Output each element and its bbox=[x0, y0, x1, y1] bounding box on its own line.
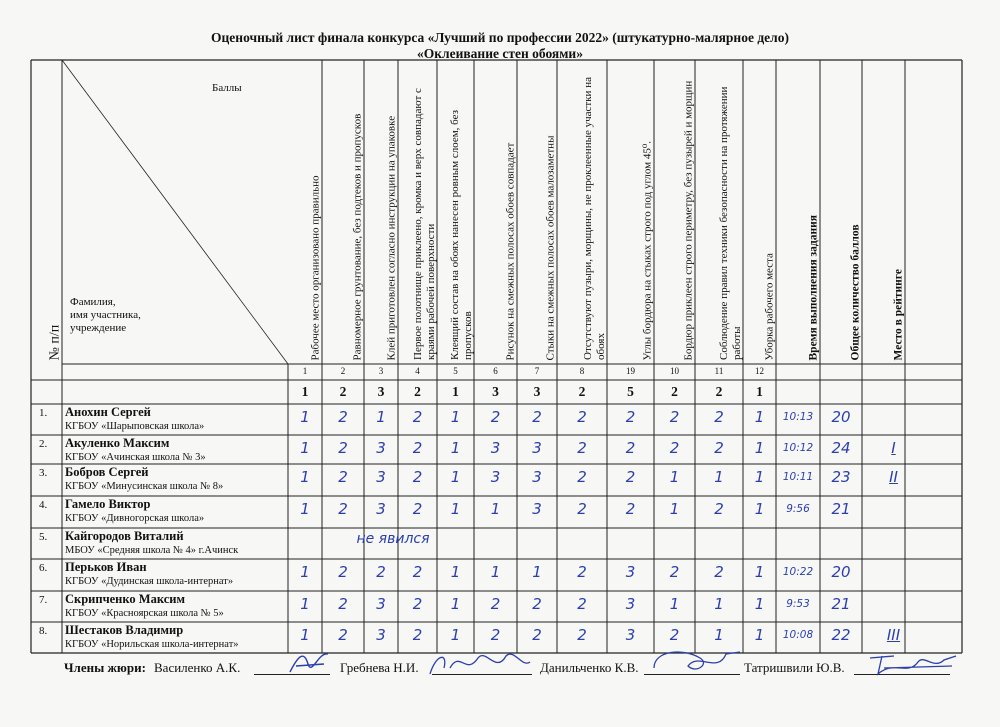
score-cell: 2 bbox=[338, 439, 348, 457]
score-cell: 2 bbox=[625, 439, 636, 457]
score-cell: 3 bbox=[532, 500, 542, 518]
criterion-header-4 bbox=[398, 60, 437, 364]
time-cell: 10:13 bbox=[782, 411, 814, 423]
criterion-header-6-text: Рисунок на смежных полосах обоев совпадает bbox=[504, 142, 517, 360]
score-cell: 1 bbox=[300, 595, 310, 613]
criterion-max-8: 2 bbox=[578, 384, 586, 399]
criterion-header-9-text: Углы бордюра на стыках строго под углом 45⁰. bbox=[641, 140, 654, 360]
score-cell: 1 bbox=[300, 563, 310, 581]
criterion-header-10 bbox=[654, 60, 695, 364]
signature-2-icon bbox=[426, 646, 536, 680]
participant-name: Скрипченко Максим bbox=[65, 593, 186, 606]
header-num bbox=[31, 60, 62, 364]
score-cell: 3 bbox=[625, 563, 636, 581]
score-cell: 3 bbox=[376, 468, 386, 486]
criterion-header-12 bbox=[743, 60, 776, 364]
criterion-max-9: 5 bbox=[627, 384, 634, 399]
score-cell: 2 bbox=[412, 595, 423, 613]
row-number: 4. bbox=[39, 499, 48, 511]
row-number: 5. bbox=[39, 531, 48, 543]
criterion-header-5-text: Клеящий состав на обоях нанесен ровным слоем, без пропусков bbox=[449, 110, 474, 360]
score-cell: 2 bbox=[669, 439, 680, 457]
place-cell: III bbox=[886, 626, 901, 644]
criterion-max-7: 3 bbox=[533, 384, 541, 399]
score-cell: 1 bbox=[490, 563, 501, 581]
row-number: 8. bbox=[39, 625, 48, 637]
header-time bbox=[776, 60, 820, 364]
score-cell: 3 bbox=[532, 468, 542, 486]
score-cell: 2 bbox=[412, 408, 423, 426]
score-cell: 3 bbox=[532, 439, 542, 457]
score-cell: 1 bbox=[300, 408, 310, 426]
criterion-header-10-text: Бордюр приклеен строго периметру, без пузырей и морщин bbox=[682, 80, 695, 360]
score-cell: 2 bbox=[338, 626, 348, 644]
score-cell: 2 bbox=[338, 500, 348, 518]
score-cell: 1 bbox=[714, 626, 724, 644]
criterion-max-12: 1 bbox=[756, 384, 763, 399]
page-title: Оценочный лист финала конкурса «Лучший по профессии 2022» (штукатурно-малярное дело) bbox=[211, 30, 789, 45]
criterion-max-11: 2 bbox=[715, 384, 723, 399]
score-cell: 2 bbox=[577, 595, 587, 613]
score-cell: 1 bbox=[450, 468, 461, 486]
score-cell: 1 bbox=[754, 468, 765, 486]
time-cell: 10:22 bbox=[782, 566, 814, 578]
row-number: 1. bbox=[39, 407, 48, 419]
criterion-max-6: 3 bbox=[492, 384, 499, 399]
criterion-index-11: 11 bbox=[714, 366, 724, 376]
score-cell: 1 bbox=[376, 408, 386, 426]
total-cell: 23 bbox=[831, 468, 851, 486]
participant-name: Акуленко Максим bbox=[65, 437, 170, 450]
score-cell: 2 bbox=[714, 408, 724, 426]
participant-name: Анохин Сергей bbox=[65, 406, 151, 419]
jury-footer bbox=[64, 658, 964, 680]
row-number: 7. bbox=[39, 594, 48, 606]
score-cell: 2 bbox=[412, 563, 423, 581]
score-cell: 1 bbox=[754, 439, 765, 457]
criterion-header-1-text: Рабочее место организовано правильно bbox=[309, 174, 322, 360]
score-cell: 1 bbox=[714, 595, 724, 613]
criterion-header-8-text: Отсутствуют пузыри, морщины, не проклеенные участки на обоях bbox=[582, 77, 607, 360]
time-cell: 10:12 bbox=[782, 442, 814, 454]
time-cell: 10:11 bbox=[782, 471, 814, 483]
criterion-max-1: 1 bbox=[301, 384, 309, 399]
place-cell: I bbox=[891, 439, 896, 457]
score-cell: 1 bbox=[300, 626, 310, 644]
score-cell: 2 bbox=[490, 626, 501, 644]
score-cell: 2 bbox=[338, 595, 348, 613]
score-cell: 1 bbox=[450, 563, 461, 581]
score-cell: 2 bbox=[532, 408, 542, 426]
score-cell: 1 bbox=[450, 626, 461, 644]
participant-org: КГБОУ «Дивногорская школа» bbox=[65, 513, 205, 524]
score-cell: 2 bbox=[714, 500, 724, 518]
participant-org: КГБОУ «Норильская школа-интернат» bbox=[65, 639, 239, 650]
participant-name: Кайгородов Виталий bbox=[65, 530, 184, 543]
score-cell: 1 bbox=[450, 595, 461, 613]
header-time-text: Время выполнения задания bbox=[807, 214, 820, 360]
criterion-header-3 bbox=[364, 60, 398, 364]
time-cell: 9:53 bbox=[786, 598, 810, 610]
score-cell: 1 bbox=[450, 439, 461, 457]
score-cell: 2 bbox=[338, 468, 348, 486]
score-cell: 1 bbox=[754, 595, 765, 613]
score-cell: 3 bbox=[625, 626, 636, 644]
participant-org: КГБОУ «Красноярская школа № 5» bbox=[65, 608, 224, 619]
score-cell: 2 bbox=[490, 408, 501, 426]
criterion-max-4: 2 bbox=[414, 384, 421, 399]
score-cell: 2 bbox=[714, 439, 724, 457]
total-cell: 21 bbox=[831, 595, 851, 613]
criterion-index-12: 12 bbox=[755, 366, 764, 376]
criterion-header-4-text: Первое полотнище приклеено, кромка и верх совпадают с краями рабочей поверхности bbox=[412, 88, 437, 360]
score-cell: 2 bbox=[625, 468, 636, 486]
header-place-text: Место в рейтинге bbox=[892, 268, 905, 360]
score-cell: 3 bbox=[490, 468, 501, 486]
criterion-header-9 bbox=[607, 60, 654, 364]
score-cell: 1 bbox=[754, 500, 765, 518]
participant-org: КГБОУ «Дудинская школа-интернат» bbox=[65, 576, 234, 587]
criterion-header-1 bbox=[288, 60, 322, 364]
criterion-index-10: 10 bbox=[670, 366, 679, 376]
score-cell: 2 bbox=[338, 563, 348, 581]
total-cell: 20 bbox=[831, 408, 851, 426]
jury-member-2: Гребнева Н.И. bbox=[340, 660, 419, 675]
criterion-index-7: 7 bbox=[534, 366, 540, 376]
header-num-text: № п/п bbox=[47, 324, 62, 360]
criterion-header-3-text: Клей приготовлен согласно инструкции на упаковке bbox=[385, 115, 398, 360]
score-cell: 2 bbox=[338, 408, 348, 426]
score-cell: 1 bbox=[300, 439, 310, 457]
criterion-max-3: 3 bbox=[377, 384, 385, 399]
score-cell: 2 bbox=[412, 439, 423, 457]
score-cell: 3 bbox=[376, 595, 386, 613]
page-subtitle: «Оклеивание стен обоями» bbox=[417, 46, 583, 61]
absent-note: не явился bbox=[356, 531, 430, 547]
score-cell: 3 bbox=[376, 626, 386, 644]
criterion-index-3: 3 bbox=[378, 366, 384, 376]
score-cell: 2 bbox=[669, 408, 680, 426]
score-cell: 2 bbox=[577, 500, 587, 518]
score-cell: 2 bbox=[577, 468, 587, 486]
score-cell: 3 bbox=[490, 439, 501, 457]
score-cell: 2 bbox=[577, 563, 587, 581]
criterion-index-8: 8 bbox=[579, 366, 585, 376]
criterion-index-4: 4 bbox=[415, 366, 420, 376]
total-cell: 20 bbox=[831, 563, 851, 581]
score-cell: 1 bbox=[450, 500, 461, 518]
criterion-index-1: 1 bbox=[302, 366, 308, 376]
score-cell: 2 bbox=[714, 563, 724, 581]
total-cell: 21 bbox=[831, 500, 851, 518]
time-cell: 9:56 bbox=[786, 503, 810, 515]
header-total bbox=[820, 60, 862, 364]
jury-label: Члены жюри: bbox=[64, 660, 146, 675]
total-cell: 22 bbox=[831, 626, 851, 644]
jury-member-1: Василенко А.К. bbox=[154, 660, 241, 675]
score-cell: 1 bbox=[754, 408, 765, 426]
criterion-header-7-text: Стыки на смежных полосах обоев малозаметны bbox=[544, 135, 557, 360]
signature-4-icon bbox=[864, 646, 960, 678]
score-cell: 1 bbox=[669, 595, 680, 613]
score-cell: 2 bbox=[669, 563, 680, 581]
criterion-index-2: 2 bbox=[340, 366, 346, 376]
score-cell: 2 bbox=[669, 626, 680, 644]
score-cell: 2 bbox=[376, 563, 386, 581]
score-cell: 1 bbox=[714, 468, 724, 486]
criterion-index-5: 5 bbox=[453, 366, 458, 376]
score-cell: 1 bbox=[669, 468, 680, 486]
score-cell: 2 bbox=[625, 500, 636, 518]
criterion-header-8 bbox=[557, 60, 607, 364]
criterion-index-9: 19 bbox=[626, 366, 635, 376]
score-cell: 1 bbox=[490, 500, 501, 518]
criterion-max-5: 1 bbox=[452, 384, 459, 399]
row-number: 3. bbox=[39, 467, 48, 479]
header-total-text: Общее количество баллов bbox=[849, 223, 862, 360]
score-cell: 1 bbox=[450, 408, 461, 426]
score-cell: 2 bbox=[532, 595, 542, 613]
total-cell: 24 bbox=[831, 439, 851, 457]
criterion-header-2 bbox=[322, 60, 364, 364]
row-number: 6. bbox=[39, 562, 48, 574]
participant-name: Перьков Иван bbox=[65, 561, 147, 574]
score-cell: 1 bbox=[669, 500, 680, 518]
criterion-max-2: 2 bbox=[339, 384, 347, 399]
score-cell: 1 bbox=[300, 500, 310, 518]
score-cell: 1 bbox=[300, 468, 310, 486]
score-cell: 2 bbox=[577, 439, 587, 457]
score-cell: 2 bbox=[490, 595, 501, 613]
participant-org: КГБОУ «Ачинская школа № 3» bbox=[65, 452, 206, 463]
score-cell: 3 bbox=[376, 439, 386, 457]
criterion-header-12-text: Уборка рабочего места bbox=[763, 252, 776, 360]
criterion-header-5 bbox=[437, 60, 474, 364]
participant-org: КГБОУ «Шарыповская школа» bbox=[65, 421, 205, 432]
score-cell: 2 bbox=[625, 408, 636, 426]
place-cell: II bbox=[889, 468, 898, 486]
score-cell: 1 bbox=[754, 626, 765, 644]
score-cell: 1 bbox=[754, 563, 765, 581]
score-cell: 2 bbox=[412, 500, 423, 518]
signature-1-icon bbox=[284, 646, 334, 678]
score-cell: 2 bbox=[412, 626, 423, 644]
criterion-max-10: 2 bbox=[671, 384, 678, 399]
row-number: 2. bbox=[39, 438, 48, 450]
time-cell: 10:08 bbox=[782, 629, 814, 641]
jury-member-4: Татришвили Ю.В. bbox=[744, 660, 845, 675]
header-place bbox=[862, 60, 905, 364]
score-cell: 3 bbox=[625, 595, 636, 613]
participant-name: Шестаков Владимир bbox=[65, 624, 184, 637]
score-cell: 3 bbox=[376, 500, 386, 518]
jury-member-3: Данильченко К.В. bbox=[540, 660, 639, 675]
criterion-header-2-text: Равномерное грунтование, без подтеков и пропусков bbox=[351, 113, 364, 360]
score-cell: 2 bbox=[412, 468, 423, 486]
participant-org: КГБОУ «Минусинская школа № 8» bbox=[65, 481, 224, 492]
participant-name: Гамело Виктор bbox=[65, 498, 151, 511]
score-cell: 2 bbox=[532, 626, 542, 644]
score-cell: 1 bbox=[532, 563, 542, 581]
header-name-label: Фамилия, имя участника, учреждение bbox=[70, 296, 141, 334]
header-points-label: Баллы bbox=[212, 82, 242, 94]
signature-3-icon bbox=[648, 644, 748, 680]
participant-org: МБОУ «Средняя школа № 4» г.Ачинск bbox=[65, 545, 239, 556]
participant-name: Бобров Сергей bbox=[65, 466, 149, 479]
score-cell: 2 bbox=[577, 626, 587, 644]
criterion-header-11-text: Соблюдение правил техники безопасности на протяжении работы bbox=[718, 86, 743, 360]
criterion-index-6: 6 bbox=[493, 366, 498, 376]
criterion-header-7 bbox=[517, 60, 557, 364]
criterion-header-6 bbox=[474, 60, 517, 364]
criterion-header-11 bbox=[695, 60, 743, 364]
score-cell: 2 bbox=[577, 408, 587, 426]
